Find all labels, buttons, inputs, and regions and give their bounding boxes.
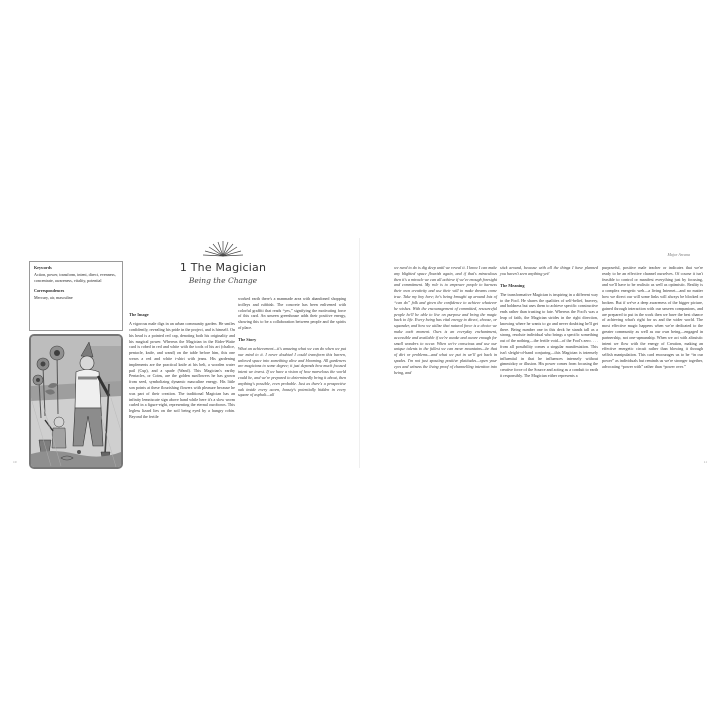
correspondences-heading: Correspondences [34,287,65,293]
keywords-box [29,261,123,331]
image-description: A vigorous male digs in an urban community garden. He smiles confidently, revealing his pride in the project, and is himself. On his head is a pointed red cap, denoting both his originality and his magical power. Whereas the Magician in the Rider-Waite card is robed in red and white with the tools of his art (chalice, pentacle, knife, and wand) on the table before him, this one wears a red and white t-shirt with jeans. His gardening implements are the practical knife at his belt, a wooden water pail (Cup), and a spade (Wand). This Magician's earthy Pentacles, or Coins, are the golden sunflowers he has grown from seed, symbolizing dynamic masculine energy. His little son points at these flourishing flowers with pleasure because he was part of their creation. The traditional Magician has an infinity lemniscate sign above hand while here it's a slow worm curled in a figure-eight, representing the eternal ouroboros. This legless lizard lies on the soil being eyed by a hungry robin. Beyond the fertile [129,321,235,420]
chapter-subtitle: Being the Change [188,276,258,285]
left-text-column-1 [129,310,235,420]
meaning-text-continued: purposeful, positive male teacher or indicates that we're ready to be an effective channel ourselves. Of course it isn't feasible to control or manifest everything just by focusing, and we'll have to be realistic as well as optimistic. Reality is a complex energetic web—a living Internet—and no matter how we direct our will some links will always be blocked or broken. But if we've a deep awareness of the bigger picture, gained through interaction with our unseen companions, and are prepared to put in the work then we have the best chance of achieving what's right for us and the wider world. The most effective magic happens when we're dedicated to the greater community as well as our own being—engaged in partnership, not one-upmanship. When we act with altruistic intent we flow with the energy of Creation, making an effective energetic circuit rather than blowing it through selfish manipulation. This card encourages us to be “in our power” as individuals but reminds us we're stronger together, advocating “power with” rather than “power over.” [602,265,703,369]
keywords-text: Action, power, transform, intent, direct, evenness, concentrate, awareness, vitality, potential [34,272,116,283]
correspondences-text: Mercury, air, masculine [34,295,73,301]
running-head: Major Arcana [667,252,690,257]
chapter-heading [178,240,268,285]
left-page-number: 10 [13,460,17,464]
magician-card-illustration [29,334,123,469]
right-page-number: 11 [703,460,707,464]
story-text-end: stick around, because with all the things I have planned you haven't seen anything yet! [500,265,598,276]
book-spread [10,238,710,468]
section-heading-image: The Image [129,312,149,317]
image-description-continued: worked earth there's a manmade area with abandoned shopping trolleys and rubbish. The concrete has been enlivened with colorful graffiti that reads “yes,” signifying the motivating force of this card. An unseen greenhouse adds their positive energy, showing this to be a collaboration between people and the spirits of place. [238,296,346,331]
sunburst-ornament-icon [202,240,244,258]
right-text-column-3 [602,265,703,370]
right-text-column-2 [500,265,598,379]
right-page [360,238,710,468]
keywords-heading: Keywords [34,265,52,270]
section-heading-story: The Story [238,336,257,342]
left-text-column-2 [238,296,346,398]
story-text-continued: we need to do is dig deep until we reveal it. I know I can make any blighted space flourish again, and if that's miraculous then it's a miracle we can all achieve if we've enough foresight and commitment. My role is to empower people to harness their own creativity and use their will to make dreams come true. Take my boy here; he's being brought up around lots of “can do” folk and given the confidence to achieve whatever he wishes. With the encouragement of committed, resourceful people he'll be able to live on purpose and bring the magic back to life. Every being has vital energy to direct, choose, or squander, and how we utilize that natural force is a choice we make each moment. Ours is an everyday enchantment, accessible and available if we're awake and aware enough for small wonders to occur. When we're conscious and use our unique talents to the fullest we can move mountains—be that of dirt or problems—and what we put in we'll get back in spades. I'm not just spouting positive platitudes—open your eyes and witness the living proof of channelling intention into being, and [394,265,497,375]
chapter-title: 1 The Magician [179,261,267,274]
section-heading-meaning: The Meaning [500,282,525,288]
magician-card-drawing [31,336,121,467]
left-page [10,238,360,468]
right-text-column-1 [394,265,497,375]
story-text: What an achievement—it's amazing what we can do when we put our mind to it. I never doubted I could transform this barren, unloved space into something alive and blooming. All gardeners are magicians to some degree; it just depends how much focused intent we invest. If we have a vision of how marvelous the world could be, and we're prepared to determinedly bring it about, then anything's possible, even probable. Just as there's a prospective oak inside every acorn, beauty's potentially hidden in every square of asphalt—all [238,345,346,398]
meaning-text: The transformative Magician is inspiring in a different way to the Fool. He shares the qualities of self-belief, bravery, and boldness but uses them to achieve specific constructive ends rather than trusting to fate. Whereas the Fool's was a leap of faith, the Magician strides in the right direction, knowing where he wants to go and never doubting he'll get there. Being number one in this deck he stands tall as a strong, resolute individual who brings a specific something out of the nothing—the fertile void—of the Fool's zero. . . . from all possibility comes a singular manifestation. This isn't sleight-of-hand conjuring—this Magician is intensely influential in that he influences intensely without gimmickry or illusion. His power comes from focusing the creative force of the Source and acting as a conduit to earth it responsibly. The Magician either represents a [500,291,598,379]
